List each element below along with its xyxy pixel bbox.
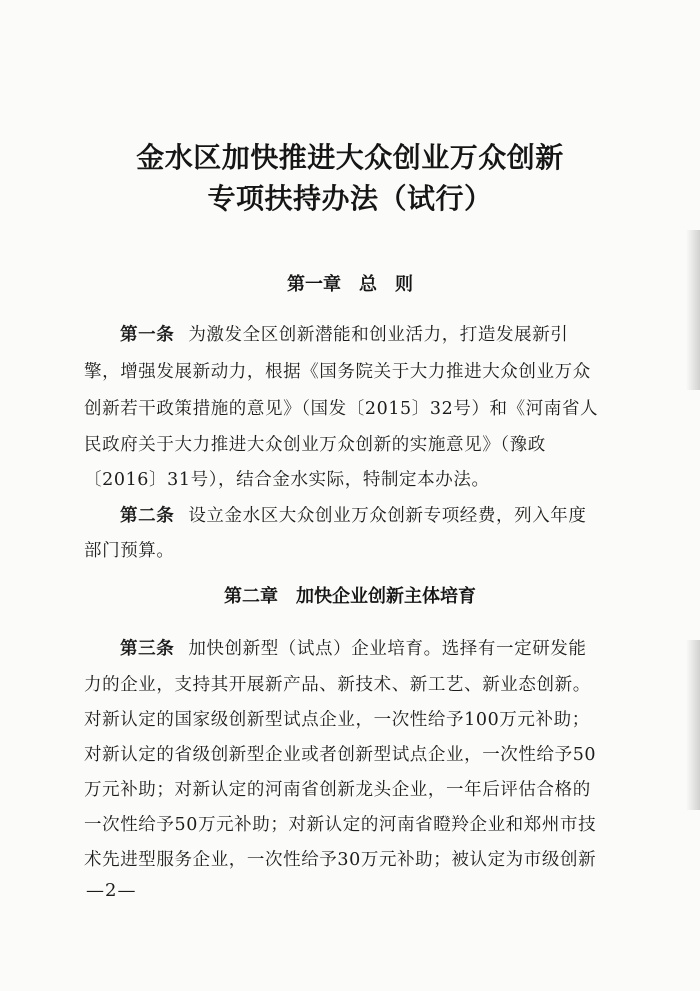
document-title-line-1: 金水区加快推进大众创业万众创新 <box>136 141 564 174</box>
article-3-line-7: 术先进型服务企业，一次性给予30万元补助；被认定为市级创新 <box>84 850 597 870</box>
article-2-text: 设立金水区大众创业万众创新专项经费，列入年度 <box>188 506 587 526</box>
chapter-1-heading <box>0 270 700 296</box>
article-2-line-2: 部门预算。 <box>84 541 175 561</box>
chapter-2-heading <box>0 582 700 608</box>
chapter-2-number: 第二章 <box>224 586 278 607</box>
chapter-1-number: 第一章 <box>287 274 341 295</box>
article-1-line-3: 创新若干政策措施的意见》（国发〔2015〕32号）和《河南省人 <box>84 399 599 419</box>
article-1-line-2: 擎，增强发展新动力，根据《国务院关于大力推进大众创业万众 <box>84 362 591 382</box>
chapter-2-name: 加快企业创新主体培育 <box>296 586 476 607</box>
article-3-line-2: 力的企业，支持其开展新产品、新技术、新工艺、新业态创新。 <box>84 675 591 695</box>
article-1-line-5: 〔2016〕31号），结合金水实际，特制定本办法。 <box>84 470 490 490</box>
article-2-label: 第二条 <box>120 506 175 526</box>
article-3-line-4: 对新认定的省级创新型企业或者创新型试点企业，一次性给予50 <box>84 745 597 765</box>
article-3-text: 加快创新型（试点）企业培育。选择有一定研发能 <box>188 639 587 659</box>
article-1-line-1 <box>120 321 624 346</box>
article-3-label: 第三条 <box>120 639 175 659</box>
article-1-line-4: 民政府关于大力推进大众创业万众创新的实施意见》（豫政 <box>84 435 546 455</box>
article-1-text: 为激发全区创新潜能和创业活力，打造发展新引 <box>188 325 569 345</box>
article-3-line-6: 一次性给予50万元补助；对新认定的河南省瞪羚企业和郑州市技 <box>84 815 597 835</box>
article-3-line-5: 万元补助；对新认定的河南省创新龙头企业，一年后评估合格的 <box>84 780 591 800</box>
chapter-1-name: 总 则 <box>359 274 413 295</box>
page-number: —2— <box>86 880 137 901</box>
article-3-line-3: 对新认定的国家级创新型试点企业，一次性给予100万元补助； <box>84 710 590 730</box>
article-2-line-1 <box>120 502 624 527</box>
document-title-line-2: 专项扶持办法（试行） <box>207 182 493 215</box>
article-1-label: 第一条 <box>120 325 175 345</box>
scan-edge-shadow <box>686 640 700 810</box>
article-3-line-1 <box>120 635 624 660</box>
scan-edge-shadow <box>686 230 700 390</box>
